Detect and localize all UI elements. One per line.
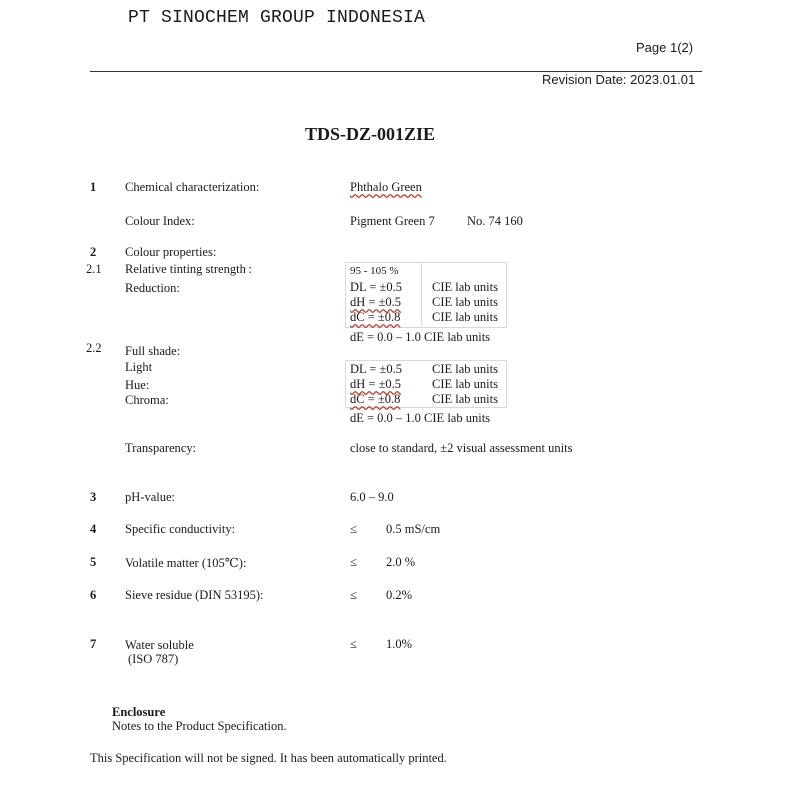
document-title: TDS-DZ-001ZIE xyxy=(304,124,436,144)
section-1-number: 1 xyxy=(90,180,97,194)
tinting-strength-value: 95 - 105 % xyxy=(350,265,399,277)
page-number: Page 1(2) xyxy=(636,40,694,55)
full-shade-dh-unit: CIE lab units xyxy=(432,377,498,391)
sieve-residue-label: Sieve residue (DIN 53195): xyxy=(125,588,264,602)
colour-index-number: No. 74 160 xyxy=(467,214,523,228)
hue-label: Hue: xyxy=(125,378,150,392)
relative-tinting-strength-label: Relative tinting strength : xyxy=(125,262,252,276)
volatile-matter-operator: ≤ xyxy=(350,555,357,569)
specific-conductivity-operator: ≤ xyxy=(350,522,357,536)
full-shade-dc-value: dC = ±0.8 xyxy=(350,392,401,406)
volatile-matter-label: Volatile matter (105℃): xyxy=(125,556,247,570)
specific-conductivity-value: 0.5 mS/cm xyxy=(386,522,441,536)
light-label: Light xyxy=(125,360,153,374)
specific-conductivity-label: Specific conductivity: xyxy=(125,522,236,536)
enclosure-title: Enclosure xyxy=(112,705,166,719)
volatile-matter-value: 2.0 % xyxy=(386,555,416,569)
full-shade-label: Full shade: xyxy=(125,344,181,358)
water-soluble-label: Water soluble xyxy=(125,638,194,652)
water-soluble-value: 1.0% xyxy=(386,637,413,651)
chemical-characterization-value: Phthalo Green xyxy=(350,180,422,194)
sieve-residue-operator: ≤ xyxy=(350,588,357,602)
reduction-dh-value: dH = ±0.5 xyxy=(350,295,402,309)
section-2-2-number: 2.2 xyxy=(86,341,102,355)
revision-date: Revision Date: 2023.01.01 xyxy=(542,72,696,87)
section-2-number: 2 xyxy=(90,245,97,259)
footer-note: This Specification will not be signed. It has been automatically printed. xyxy=(90,751,447,765)
section-4-number: 4 xyxy=(90,522,97,536)
transparency-label: Transparency: xyxy=(125,441,197,455)
enclosure-text: Notes to the Product Specification. xyxy=(112,719,287,733)
transparency-value: close to standard, ±2 visual assessment units xyxy=(350,441,573,455)
company-name: PT SINOCHEM GROUP INDONESIA xyxy=(128,8,426,28)
colour-index-label: Colour Index: xyxy=(125,214,195,228)
ph-value-label: pH-value: xyxy=(125,490,175,504)
full-shade-dl-unit: CIE lab units xyxy=(432,362,498,376)
reduction-dc-unit: CIE lab units xyxy=(432,310,498,324)
section-7-number: 7 xyxy=(90,637,97,651)
water-soluble-standard: (ISO 787) xyxy=(128,652,179,666)
colour-properties-label: Colour properties: xyxy=(125,245,217,259)
colour-index-value: Pigment Green 7 xyxy=(350,214,435,228)
full-shade-dh-value: dH = ±0.5 xyxy=(350,377,402,391)
section-2-1-number: 2.1 xyxy=(86,262,102,276)
full-shade-dl-value: DL = ±0.5 xyxy=(350,362,402,376)
ph-value: 6.0 – 9.0 xyxy=(350,490,394,504)
section-6-number: 6 xyxy=(90,588,97,602)
full-shade-de-value: dE = 0.0 – 1.0 CIE lab units xyxy=(350,411,491,425)
section-5-number: 5 xyxy=(90,555,97,569)
reduction-label: Reduction: xyxy=(125,281,180,295)
reduction-dl-value: DL = ±0.5 xyxy=(350,280,402,294)
sieve-residue-value: 0.2% xyxy=(386,588,413,602)
section-3-number: 3 xyxy=(90,490,97,504)
reduction-de-value: dE = 0.0 – 1.0 CIE lab units xyxy=(350,330,491,344)
full-shade-dc-unit: CIE lab units xyxy=(432,392,498,406)
chroma-label: Chroma: xyxy=(125,393,169,407)
water-soluble-operator: ≤ xyxy=(350,637,357,651)
reduction-dl-unit: CIE lab units xyxy=(432,280,498,294)
chemical-characterization-label: Chemical characterization: xyxy=(125,180,260,194)
reduction-dc-value: dC = ±0.8 xyxy=(350,310,401,324)
reduction-dh-unit: CIE lab units xyxy=(432,295,498,309)
